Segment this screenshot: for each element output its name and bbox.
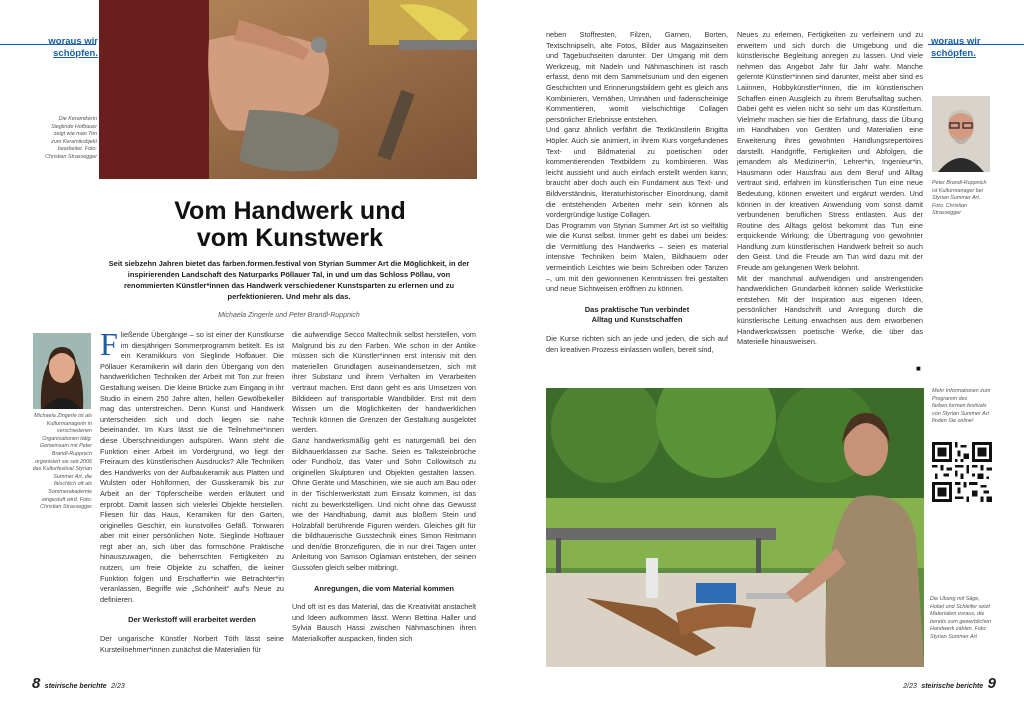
footer-left <box>32 675 125 693</box>
magazine-name-left: steirische berichte <box>44 683 107 690</box>
subheading-praktische: Das praktische Tun verbindet Alltag und Kunstschaffen <box>584 304 690 325</box>
text-column-2: die aufwendige Secco Maltechnik selbst herstellen, vom Malgrund bis zu den Farben. Wie schon in der Antike müssen sich die Künstler*innen erst intensiv mit den materiellen Grundlagen auseinandersetzen, sich mit ihrer Substanz und ihrem Verhalten im Verarbeiten vertraut machen. Erst dann geht es ans Umsetzen von Bildideen auf transportable Wandbilder. Erst mit dem Wissen um die Möglichkeiten der handwerklichen Technik können die Grenzen der Gestaltung ausgelotet werden. Ganz handwerksmäßig geht es naturgemäß bei den Bildhauerklassen zur Sache. Seien es Talksteinbrüche oder Fundholz, das Vater und Sohn Collowitsch zu originellen Skulpturen und Objekten gestalten lassen. Ohne Geräte und Maschinen, wie sie auch am Bau oder in der Tischlerwerkstatt zum Einsatz kommen, ist das nicht zu bewerkstelligen. Und nicht ohne das Gewusst wie der Handhabung, damit aus bloßem Stein und Holzabfall berührende Figuren werden. Gleiches gilt für die bildhauerische Gusstechnik eines Simon Reitmann und den/die Bronzefiguren, die in nur drei Tagen unter Anleitung von Samson Oglamian entstehen, der seinen Gussofen gleich selber mitbringt. Anregungen, die vom Material kommen Und oft ist es das Material, das die Kreativität anstachelt und Ideen aufkommen lässt. Wenn Bettina Haller und Sylvia Bausch Hassi zwischen Nähmaschinen ihren Materialkoffer auspacken, finden sich <box>292 330 476 644</box>
qr-code-icon[interactable] <box>932 442 992 502</box>
section-tag-right: woraus wir schöpfen. <box>931 36 981 59</box>
footer-right <box>900 675 996 693</box>
page-number-right: 9 <box>987 675 996 692</box>
portrait-brandl <box>932 96 990 172</box>
page-number-left: 8 <box>32 675 41 692</box>
issue-right: 2/23 <box>903 683 917 690</box>
caption-brandl: Peter Brandl-Ruppnich ist Kulturmanager bei Styrian Summer Art. Foto: Christian Strassegger <box>932 180 987 217</box>
article-lead: Seit siebzehn Jahren bietet das farben.formen.festival von Styrian Summer Art die Möglichkeit, in der inspirierenden Landschaft des Naturparks Pöllauer Tal, in und um das Schloss Pöllau, von renommierten Künstler*innen das Handwerk verschiedener Kunstsparten zu erlernen und zu perfektionieren. Und mehr als das. <box>108 259 470 301</box>
caption-zingerle: Michaela Zingerle ist als Kulturmanagerin in verschiedenen Organisationen tätig. Gemeinsam mit Peter Brandl-Ruppnich organisiert sie seit 2006 das Kulturfestival Styrian Summer Art, die fälschlich oft als Sommerakademie eingestuft wird. Foto: Christian Strassegger <box>32 413 92 511</box>
workshop-photo <box>546 388 924 667</box>
issue-left: 2/23 <box>111 683 125 690</box>
byline: Michaela Zingerle und Peter Brandl-Ruppnich <box>218 312 360 319</box>
article-title: Vom Handwerk und vom Kunstwerk <box>174 197 406 252</box>
text-column-3: neben Stoffresten, Filzen, Garnen, Borten, Textschnipseln, alte Fotos, Bilder aus Magazinseiten und Tagebuchseiten darunter. Der Umgang mit dem Werkzeug, mit Nadeln und Nähmaschinen ist rasch erfasst, denn mit dem Sammelsurium und den eigenen Geschichten und Erinnerungsbildern geht es gleich ans Kombinieren, Vernähen, Umnähen und fadenscheinige Kommentieren, womit vielschichtige Collagen persönlicher Erlebnisse entstehen. Und ganz ähnlich verfährt die Textkünstlerin Brigitta Höpler. Auch sie animiert, in ihrem Kurs vorgefundenes Text- und Bildmaterial zu poetischen oder kommentierenden Textbildern zu kombinieren. Was leicht aussieht und auch einfach erstellt werden kann, braucht aber doch auch ein Fundament aus Text- und Bildverständnis, literaturhistorischer Einordnung, damit die entstehenden Arbeiten mehr sein können als vordergründige lustige Collagen. Das Programm von Styrian Summer Art ist so vielfältig wie die Kunst selbst. Immer geht es dabei um beides: die Vermittlung des Handwerks – seien es material intensive Techniken beim Malen, Bildhauern oder vermeintlich Leichtes wie beim Schreiben oder Tanzen –, um mit den gewonnenen Kenntnissen frei gestalten und neue Sichtweisen eröffnen zu können. Das praktische Tun verbindet Alltag und Kunstschaffen Die Kurse richten sich an jede und jeden, die sich auf den kreativen Prozess einlassen wollen, bereit sind, <box>546 30 728 354</box>
drop-cap: F <box>100 330 118 362</box>
section-tag-left: woraus wir schöpfen. <box>48 36 98 59</box>
portrait-zingerle <box>33 333 91 409</box>
caption-qr: Mehr Informationen zum Programm des farben.formen.festivals von Styrian Summer Art finden Sie online! <box>932 388 991 425</box>
text-column-1: Fließende Übergänge – so ist einer der Kunstkurse im diesjährigen Sommerprogramm betitelt. Es ist ein Keramikkurs von Sieglinde Hofbauer. Die Pöllauer Keramikerin will darin den Übergang von den handwerklichen Techniken der Arbeit mit Ton zur freien Gestaltung weisen. Die kleine Brücke zum Eingang in ihr Studio in einem 250 Jahre alten, hellen Gewölbekeller mag das unterstreichen. Denn Kunst und Handwerk unterscheiden sich und doch liegen sie nahe beieinander. Im Kurs lässt sie die Teilnehmer*innen diese Überschneidungen aufspüren. Wann steht die Funktion einer Arbeit im Vordergrund, wo liegt der Freiraum des künstlerischen Ausdrucks? Alle Techniken des Handwerks von der Aufbaukeramik aus Platten und Wulsten oder Hohlformen, der Gusskeramik bis zur Arbeit an der Töpferscheibe werden erläutert und erprobt. Damit lassen sich vielerlei Objekte herstellen. Fliesen für das Haus, Keramiken für den Garten, originelles Geschirr, ein kunstvolles Gefäß. Tonwaren aber mit einer persönlichen Note. Sieglinde Hofbauer regt aber an, sich über das formschöne Praktische hinauszuwagen, die beherrschten Fertigkeiten zu nutzen, um freie Objekte zu schaffen, die keiner Funktion folgen und Erschaffer*in wie Betrachter*in veranlassen, Begriffe wie „Schönheit“ auf's Neue zu definieren. Der Werkstoff will erarbeitet werden Der ungarische Künstler Norbert Tóth lässt seine Kursteilnehmer*innen zunächst die Materialien für <box>100 330 284 654</box>
subheading-werkstoff: Der Werkstoff will erarbeitet werden <box>128 615 256 625</box>
subheading-anregungen: Anregungen, die vom Material kommen <box>313 583 455 593</box>
magazine-name-right: steirische berichte <box>921 683 984 690</box>
caption-workshop: Die Übung mit Säge, Hobel und Schleifer setzt Materialien voraus, die bereits zum gewerblichen Handwerk zählen. Foto: Styrian Summer Art <box>930 596 992 640</box>
end-mark-icon: ■ <box>916 364 921 373</box>
hands-photo <box>99 0 477 179</box>
caption-hands: Die Keramikerin Sieglinde Hofbauer zeigt wie man Ton zum Keramikobjekt bearbeitet. Foto: Christian Strassegger <box>45 116 97 160</box>
text-column-4: Neues zu erlernen, Fertigkeiten zu verfeinern und zu erweitern und sich durch die Umgebung und die künstlerische Begleitung anregen zu lassen. Und viele nehmen das Angebot Jahr für Jahr wahr. Manche gelernte Künstler*innen sind darunter, meist aber sind es Laiinnen, Hobbykünstler*innen, die im künstlerischen Schaffen einen Ausgleich zu ihrem Berufsalltag suchen. Dabei geht es vielen nicht so sehr um das Künstlertum. Vielmehr machen sie hier die Erfahrung, dass die Übung im Handhaben von Geräten und Materialien eine Erweiterung ihres gewohnten Handlungsrepertoires darstellt. Handgriffe, Fertigkeiten und Abfolgen, die jemandem als Mediziner*in, Lehrer*in, Ingenieur*in, Hausmann oder Hausfrau aus dem Beruf und Alltag vertraut sind, erfahren im künstlerischen Tun eine neue Bedeutung, können erweitert und ergänzt werden. Und können in der kreativen Anwendung vom sonst damit verbundenen beruflichen Stress entlasten. Aus der Routine des Alltags gelöst bekommt das Tun eine erquickende Wirkung; die Übertragung von gewohnter Handlung zum künstlerischen Handwerk befreit so auch den Geist. Und die Freude am Tun wird dazu mit der Freude am gelungenen Werk belohnt. Mit der manchmal aufwendigen und anstrengenden handwerklichen Grundarbeit können solide Werkstücke entstehen. Mit der Inspiration aus eigenen Ideen, persönlicher Handschrift und Anregung durch die künstlerische Leitung erwachsen aus dem erworbenen Handwerkswissen poetische Werke, die über das Materielle hinausweisen. <box>737 30 923 347</box>
